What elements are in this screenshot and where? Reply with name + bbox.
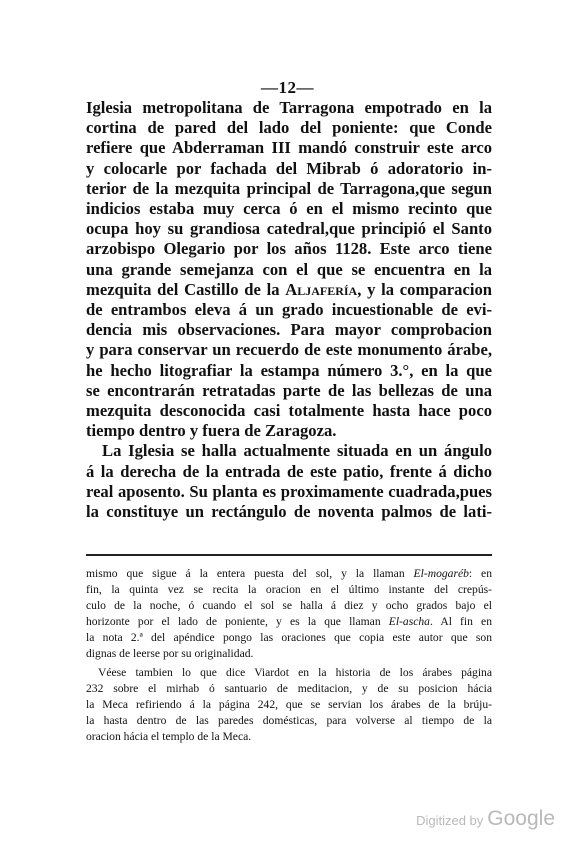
text-segment: horizonte por el lado de poniente, y es la que llaman [86,614,389,628]
footnotes [86,566,492,745]
footnote-divider [86,554,492,556]
main-text [86,98,492,522]
text-line: á la derecha de la entrada de este patio, frente á dicho [86,461,492,481]
text-segment: mezquita del Castillo de la [86,279,286,299]
text-line: he hecho litografiar la estampa número 3.°, en la que [86,360,492,380]
text-line: indicios estaba muy cerca ó en el mismo recinto que [86,199,492,219]
arabic-term: El-mogaréb [413,567,469,580]
text-line: La Iglesia se halla actualmente situada en un ángulo [102,441,492,461]
text-line: tiempo dentro y fuera de Zaragoza. [86,421,337,441]
footnote-line: fin, la quinta vez se recita la oracion en el último instante del crepús- [86,582,492,596]
text-segment: : en [468,567,493,580]
footnote-line: oracion hácia el templo de la Meca. [86,730,252,744]
google-logo: Google [487,807,555,830]
text-line: mezquita desconocida casi totalmente hasta hace poco [86,401,492,421]
footnote-line [86,566,492,582]
text-segment: . Al fin en [429,614,492,628]
footnote-line [86,614,492,630]
text-line: y para conservar un recuerdo de este monumento árabe, [86,340,492,360]
page-number: —12— [261,78,314,97]
arabic-term: El-ascha [388,614,430,628]
place-name: Aljafería [285,279,358,299]
text-line: cortina de pared del lado del poniente: que Conde [86,118,492,138]
text-line: una grande semejanza con el que se encuentra en la [86,259,492,279]
footnote-line: Véese tambien lo que dice Viardot en la historia de los árabes página [98,666,492,680]
text-line [86,280,492,300]
watermark-prefix: Digitized by [416,813,484,828]
text-line: Iglesia metropolitana de Tarragona empotrado en la [86,98,492,117]
text-line: real aposento. Su planta es proximamente cuadrada,pues [86,481,492,501]
digitized-by-watermark [416,807,555,831]
text-line: ocupa hoy su grandiosa catedral,que principió el Santo [86,219,492,239]
text-line: dencia mis observaciones. Para mayor comprobacion [86,320,492,340]
text-line: refiere que Abderraman III mandó construir este arco [86,138,492,158]
text-line: la constituye un rectángulo de noventa palmos de lati- [86,502,492,522]
footnote-line: la nota 2.ª del apéndice pongo las oraciones que copia este autor que son [86,630,492,644]
text-segment: , y la comparacion [357,279,492,299]
footnote-line: 232 sobre el mirhab ó santuario de meditacion, y de su posicion hácia [86,682,492,696]
text-segment: mismo que sigue á la entera puesta del sol, y la llaman [86,567,414,580]
footnote-line: la Meca refiriendo á la página 242, que se servian los árabes de la brúju- [86,698,492,712]
footnote-line: culo de la noche, ó cuando el sol se halla á diez y ocho grados bajo el [86,598,492,612]
text-line: de entrambos eleva á un grado incuestionable de evi- [86,300,492,320]
footnote-line: la hasta dentro de las paredes domésticas, para volverse al tiempo de la [86,714,492,728]
text-line: terior de la mezquita principal de Tarragona,que segun [86,178,492,198]
text-line: y colocarle por fachada del Mibrab ó adoratorio in- [86,158,492,178]
footnote-line: dignas de leerse por su originalidad. [86,646,254,660]
text-line: se encontrarán retratadas parte de las bellezas de una [86,380,492,400]
text-line: arzobispo Olegario por los años 1128. Este arco tiene [86,239,492,259]
